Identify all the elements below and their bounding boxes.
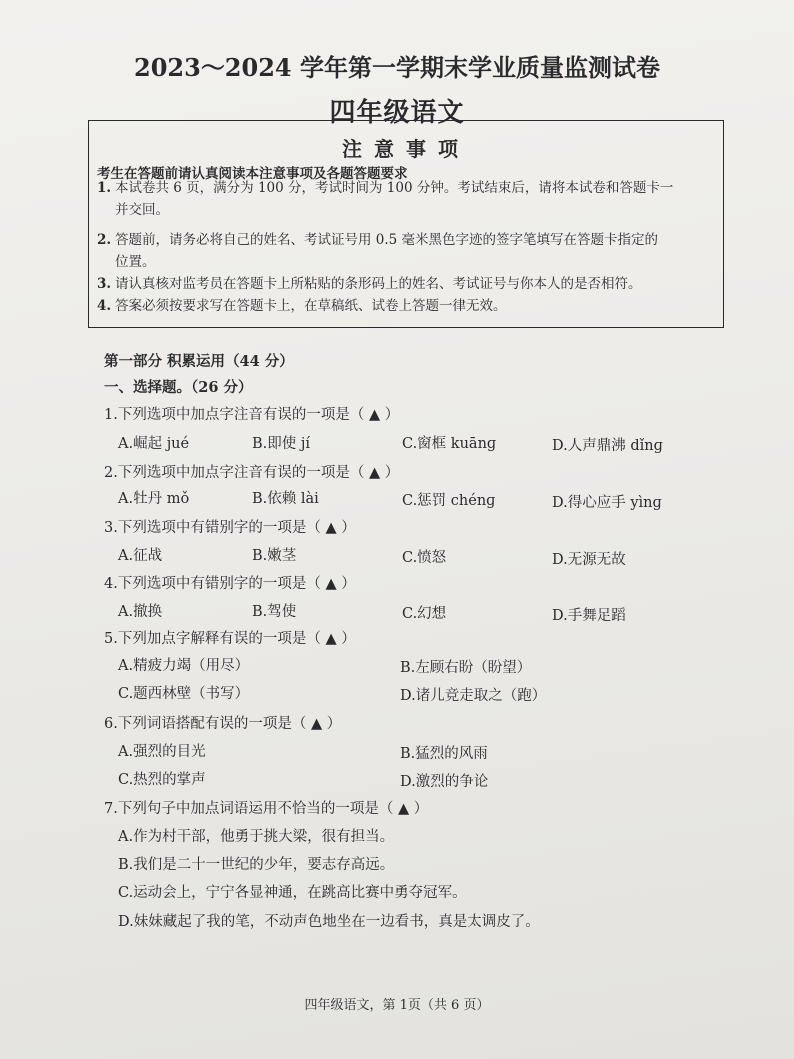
option-b: B.我们是二十一世纪的少年，要志存高远。: [118, 857, 395, 873]
rule-number: 1.: [97, 180, 112, 196]
notice-rule: [97, 229, 717, 273]
option-a: A.作为村干部，他勇于挑大梁，很有担当。: [118, 829, 395, 845]
question-stem: 5.下列加点字解释有误的一项是（ ▲ ）: [104, 631, 356, 647]
rule-text-continued: 并交回。: [115, 202, 169, 218]
question-stem: 6.下列词语搭配有误的一项是（ ▲ ）: [104, 716, 342, 732]
part-heading: 第一部分 积累运用（44 分）: [104, 353, 294, 370]
option-b: B.即使 jí: [252, 436, 311, 452]
option-d: D.得心应手 yìnɡ: [552, 495, 662, 511]
rule-text: 请认真核对监考员在答题卡上所粘贴的条形码上的姓名、考试证号与你本人的是否相符。: [115, 276, 642, 292]
option-a: A.强烈的目光: [118, 744, 206, 760]
option-b: B.猛烈的风雨: [400, 746, 488, 762]
question-stem: 1.下列选项中加点字注音有误的一项是（ ▲ ）: [104, 407, 400, 423]
notice-rule: [97, 295, 717, 317]
notice-box: [88, 120, 724, 328]
option-c: C.窗框 kuānɡ: [402, 436, 497, 452]
notice-title: 注意事项: [342, 137, 470, 161]
option-a: A.征战: [118, 548, 163, 564]
question-stem: 3.下列选项中有错别字的一项是（ ▲ ）: [104, 520, 356, 536]
notice-rule: [97, 273, 717, 295]
option-c: C.题西林壁（书写）: [118, 686, 250, 702]
section-heading: 一、选择题。（26 分）: [104, 379, 253, 396]
option-d: D.手舞足蹈: [552, 608, 626, 624]
option-c: C.幻想: [402, 606, 447, 622]
option-a: A.精疲力竭（用尽）: [118, 658, 250, 674]
rule-number: 4.: [97, 298, 112, 314]
question-stem: 4.下列选项中有错别字的一项是（ ▲ ）: [104, 576, 356, 592]
notice-rule: [97, 177, 717, 221]
exam-title: 2023～2024 学年第一学期末学业质量监测试卷: [134, 53, 660, 82]
option-b: B.驾使: [252, 604, 297, 620]
option-d: D.无源无故: [552, 552, 626, 568]
rule-text: 答题前，请务必将自己的姓名、考试证号用 0.5 毫米黑色字迹的签字笔填写在答题卡指定的: [115, 232, 659, 248]
option-c: C.运动会上，宁宁各显神通，在跳高比赛中勇夺冠军。: [118, 885, 467, 901]
option-a: A.崛起 jué: [118, 436, 190, 452]
option-b: B.嫩茎: [252, 548, 297, 564]
option-b: B.依赖 lài: [252, 491, 319, 507]
question-stem: 7.下列句子中加点词语运用不恰当的一项是（ ▲ ）: [104, 801, 429, 817]
exam-subject: 四年级语文: [329, 98, 465, 128]
option-d: D.妹妹藏起了我的笔，不动声色地坐在一边看书，真是太调皮了。: [118, 914, 540, 930]
option-d: D.人声鼎沸 dǐnɡ: [552, 438, 663, 454]
rule-text: 答案必须按要求写在答题卡上，在草稿纸、试卷上答题一律无效。: [115, 298, 507, 314]
option-a: A.牡丹 mǒ: [118, 491, 190, 507]
rule-text: 本试卷共 6 页，满分为 100 分，考试时间为 100 分钟。考试结束后，请将本试卷和答题卡一: [115, 180, 674, 196]
option-c: C.愤怒: [402, 550, 447, 566]
option-c: C.热烈的掌声: [118, 772, 206, 788]
rule-number: 3.: [97, 276, 112, 292]
option-d: D.诸儿竞走取之（跑）: [400, 688, 547, 704]
option-b: B.左顾右盼（盼望）: [400, 660, 532, 676]
rule-number: 2.: [97, 232, 112, 248]
rule-text-continued: 位置。: [115, 254, 156, 270]
notice-subtitle: 考生在答题前请认真阅读本注意事项及各题答题要求: [97, 166, 408, 182]
option-a: A.撤换: [118, 604, 163, 620]
page-footer: 四年级语文，第 1页（共 6 页）: [304, 998, 490, 1013]
question-stem: 2.下列选项中加点字注音有误的一项是（ ▲ ）: [104, 465, 400, 481]
option-d: D.激烈的争论: [400, 774, 489, 790]
option-c: C.惩罚 chénɡ: [402, 493, 496, 509]
